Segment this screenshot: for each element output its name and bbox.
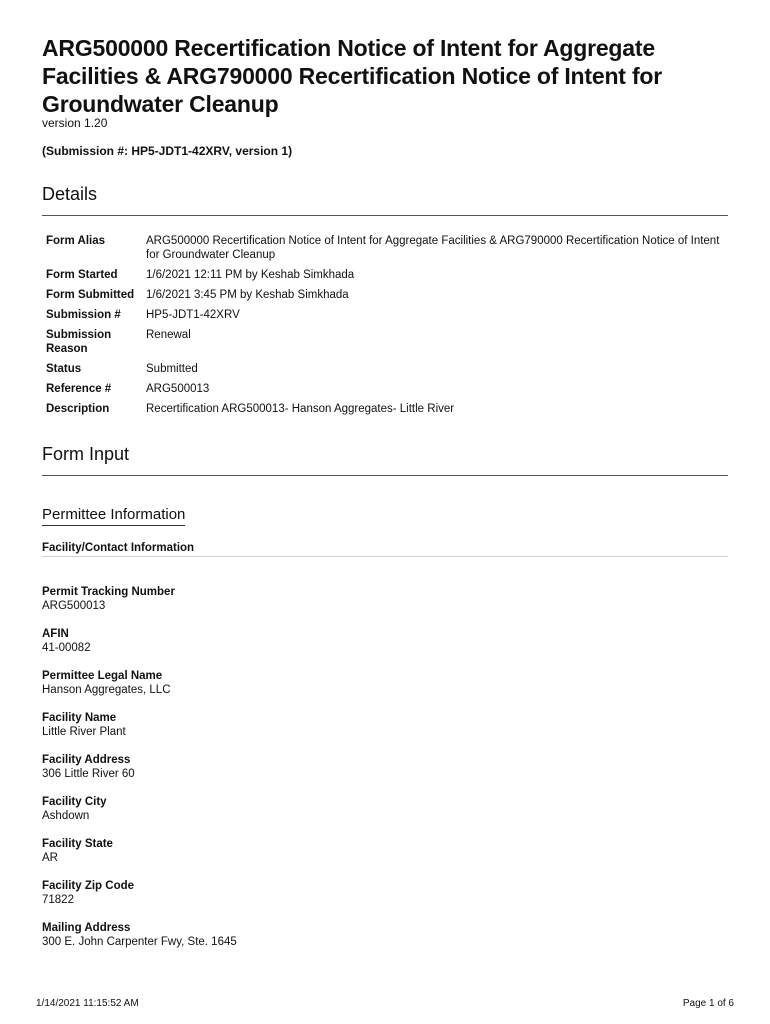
field-permit-tracking-number (42, 585, 728, 613)
field-label: Facility State (42, 838, 113, 850)
field-label: Facility City (42, 796, 107, 808)
page-footer (36, 998, 734, 1009)
detail-label: Submission # (46, 309, 121, 321)
field-label: Permit Tracking Number (42, 586, 175, 598)
table-row (42, 288, 728, 308)
field-value: 306 Little River 60 (42, 768, 135, 780)
detail-value: HP5-JDT1-42XRV (146, 309, 240, 321)
field-facility-zip-code (42, 879, 728, 907)
detail-label: Form Alias (46, 235, 106, 247)
field-value: AR (42, 852, 58, 864)
detail-label: Description (46, 403, 110, 415)
field-value: 300 E. John Carpenter Fwy, Ste. 1645 (42, 936, 237, 948)
table-row (42, 268, 728, 288)
field-value: Little River Plant (42, 726, 126, 738)
detail-value: 1/6/2021 12:11 PM by Keshab Simkhada (146, 269, 355, 281)
table-row (42, 382, 728, 402)
print-timestamp: 1/14/2021 11:15:52 AM (36, 998, 139, 1009)
page-number: Page 1 of 6 (682, 998, 734, 1009)
detail-value: Submitted (146, 363, 198, 375)
field-label: Permittee Legal Name (42, 670, 163, 682)
field-facility-state (42, 837, 728, 865)
table-row (42, 234, 728, 268)
field-label: Facility Name (42, 712, 117, 724)
field-afin (42, 627, 728, 655)
detail-label: Status (46, 363, 82, 375)
detail-value: Renewal (146, 329, 191, 341)
permittee-info-heading: Permittee Information (42, 506, 185, 526)
detail-value: ARG500000 Recertification Notice of Intent for Aggregate Facilities & ARG790000 Recertification Notice of Intent for Groundwater Cleanup (146, 235, 720, 261)
document-title: ARG500000 Recertification Notice of Intent for Aggregate Facilities & ARG790000 Recertification Notice of Intent for Groundwater Cleanup (42, 35, 663, 117)
detail-value: Recertification ARG500013- Hanson Aggregates- Little River (146, 403, 455, 415)
field-facility-city (42, 795, 728, 823)
form-input-heading: Form Input (42, 444, 728, 476)
field-label: Facility Address (42, 754, 131, 766)
detail-value: ARG500013 (146, 383, 210, 395)
submission-id: (Submission #: HP5-JDT1-42XRV, version 1) (42, 144, 293, 158)
detail-value: 1/6/2021 3:45 PM by Keshab Simkhada (146, 289, 349, 301)
table-row (42, 362, 728, 382)
table-row (42, 328, 728, 362)
detail-label: Submission Reason (46, 329, 112, 355)
field-label: Facility Zip Code (42, 880, 135, 892)
details-heading: Details (42, 184, 728, 216)
form-fields (42, 585, 728, 949)
table-row (42, 308, 728, 328)
field-value: Ashdown (42, 810, 90, 822)
facility-contact-subheading: Facility/Contact Information (42, 542, 728, 557)
field-mailing-address (42, 921, 728, 949)
field-facility-address (42, 753, 728, 781)
field-permittee-legal-name (42, 669, 728, 697)
detail-label: Reference # (46, 383, 112, 395)
field-label: AFIN (42, 628, 69, 640)
detail-label: Form Started (46, 269, 118, 281)
details-table (42, 234, 728, 422)
field-value: 71822 (42, 894, 74, 906)
detail-label: Form Submitted (46, 289, 135, 301)
version-label: version 1.20 (42, 116, 108, 130)
field-value: 41-00082 (42, 642, 91, 654)
field-facility-name (42, 711, 728, 739)
field-value: Hanson Aggregates, LLC (42, 684, 171, 696)
table-row (42, 402, 728, 422)
field-value: ARG500013 (42, 600, 106, 612)
field-label: Mailing Address (42, 922, 131, 934)
document-page (42, 34, 728, 963)
